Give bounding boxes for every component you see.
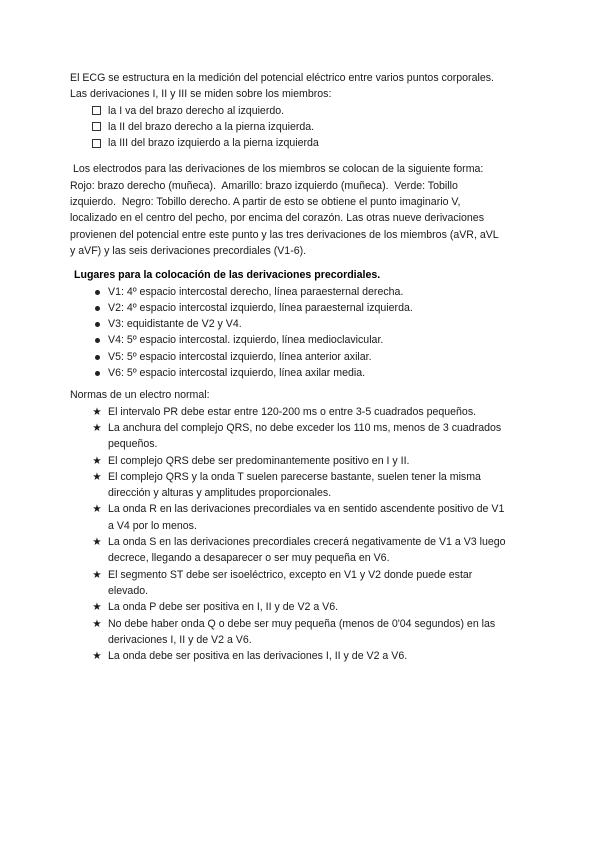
checkbox-icon[interactable] xyxy=(92,122,101,131)
bullet-icon xyxy=(95,290,100,295)
star-item xyxy=(70,534,540,567)
star-item xyxy=(70,567,540,600)
bullet-text: V1: 4º espacio intercostal derecho, línea paraesternal derecha. xyxy=(108,285,404,298)
star-item-text: El complejo QRS debe ser predominantemente positivo en I y II. xyxy=(108,454,410,467)
checklist-label: la I va del brazo derecho al izquierdo. xyxy=(108,104,285,117)
star-item-text: decrece, llegando a desaparecer o ser muy pequeña en V6. xyxy=(108,552,390,565)
paragraph-line: Rojo: brazo derecho (muñeca). Amarillo: brazo izquierdo (muñeca). Verde: Tobillo xyxy=(70,179,458,192)
electrodes-paragraph xyxy=(70,161,540,259)
bullet-text: V2: 4º espacio intercostal izquierdo, línea paraesternal izquierda. xyxy=(108,301,413,314)
star-item xyxy=(70,501,540,534)
checklist-label: la III del brazo izquierdo a la pierna izquierda xyxy=(108,137,319,150)
checklist-item[interactable] xyxy=(70,103,540,119)
star-item-text: La onda P debe ser positiva en I, II y de V2 a V6. xyxy=(108,601,339,614)
paragraph-line: localizado en el centro del pecho, por encima del corazón. Las otras nueve derivaciones xyxy=(70,212,484,225)
star-item-text: pequeños. xyxy=(108,438,158,451)
bullet-text: V4: 5º espacio intercostal. izquierdo, línea medioclavicular. xyxy=(108,334,384,347)
star-item-text: No debe haber onda Q o debe ser muy pequeña (menos de 0'04 segundos) en las xyxy=(108,617,496,630)
bullet-text: V5: 5º espacio intercostal izquierdo, línea anterior axilar. xyxy=(108,350,372,363)
star-icon: ★ xyxy=(92,503,102,516)
star-item-text: elevado. xyxy=(108,584,149,597)
checklist-item[interactable] xyxy=(70,119,540,135)
document-page xyxy=(70,70,540,664)
paragraph-line: provienen del potencial entre este punto y las tres derivaciones de los miembros (aVR, aVL xyxy=(70,228,499,241)
star-icon: ★ xyxy=(92,470,102,483)
star-item-text: El intervalo PR debe estar entre 120-200 ms o entre 3-5 cuadrados pequeños. xyxy=(108,405,477,418)
star-item xyxy=(70,599,540,615)
star-item xyxy=(70,404,540,420)
star-item xyxy=(70,616,540,649)
bullet-item xyxy=(70,316,540,332)
normas-section xyxy=(70,387,540,664)
star-item-text: derivaciones I, II y de V2 a V6. xyxy=(108,633,252,646)
checklist-label: la II del brazo derecho a la pierna izquierda. xyxy=(108,120,315,133)
star-icon: ★ xyxy=(92,568,102,581)
star-icon: ★ xyxy=(92,601,102,614)
bullet-item xyxy=(70,365,540,381)
lead-checklist xyxy=(70,103,540,152)
star-item xyxy=(70,420,540,453)
star-item-text: La anchura del complejo QRS, no debe exceder los 110 ms, menos de 3 cuadrados xyxy=(108,421,502,434)
paragraph-line: y aVF) y las seis derivaciones precordiales (V1-6). xyxy=(70,244,307,257)
intro-section xyxy=(70,70,540,151)
star-item-text: dirección y alturas y amplitudes proporcionales. xyxy=(108,487,332,500)
star-icon: ★ xyxy=(92,405,102,418)
star-item xyxy=(70,469,540,502)
bullet-icon xyxy=(95,322,100,327)
star-icon: ★ xyxy=(92,421,102,434)
normas-list xyxy=(70,404,540,665)
star-item-text: El segmento ST debe ser isoeléctrico, excepto en V1 y V2 donde puede estar xyxy=(108,568,473,581)
bullet-text: V6: 5º espacio intercostal izquierdo, línea axilar media. xyxy=(108,367,366,380)
star-item-text: La onda S en las derivaciones precordiales crecerá negativamente de V1 a V3 luego xyxy=(108,536,506,549)
star-item xyxy=(70,453,540,469)
bullet-icon xyxy=(95,306,100,311)
section-heading: Normas de un electro normal: xyxy=(70,389,210,402)
bullet-icon xyxy=(95,371,100,376)
star-item-text: La onda R en las derivaciones precordiales va en sentido ascendente positivo de V1 xyxy=(108,503,505,516)
checklist-item[interactable] xyxy=(70,135,540,151)
bullet-item xyxy=(70,332,540,348)
star-item-text: La onda debe ser positiva en las derivaciones I, II y de V2 a V6. xyxy=(108,650,408,663)
bullet-icon xyxy=(95,338,100,343)
precordial-section xyxy=(70,267,540,381)
paragraph-line: Las derivaciones I, II y III se miden sobre los miembros: xyxy=(70,88,332,101)
bullet-item xyxy=(70,284,540,300)
star-icon: ★ xyxy=(92,454,102,467)
bullet-item xyxy=(70,300,540,316)
star-item xyxy=(70,648,540,664)
bullet-text: V3: equidistante de V2 y V4. xyxy=(108,318,242,331)
bullet-icon xyxy=(95,355,100,360)
section-heading: Lugares para la colocación de las derivaciones precordiales. xyxy=(74,269,381,282)
star-icon: ★ xyxy=(92,536,102,549)
star-icon: ★ xyxy=(92,650,102,663)
star-item-text: El complejo QRS y la onda T suelen parecerse bastante, suelen tener la misma xyxy=(108,470,481,483)
checkbox-icon[interactable] xyxy=(92,139,101,148)
star-item-text: a V4 por lo menos. xyxy=(108,519,197,532)
star-icon: ★ xyxy=(92,617,102,630)
paragraph-line: El ECG se estructura en la medición del potencial eléctrico entre varios puntos corporales. xyxy=(70,72,494,84)
checkbox-icon[interactable] xyxy=(92,106,101,115)
paragraph-line: Los electrodos para las derivaciones de los miembros se colocan de la siguiente forma: xyxy=(70,163,484,176)
bullet-item xyxy=(70,349,540,365)
precordial-list xyxy=(70,284,540,382)
paragraph-line: izquierdo. Negro: Tobillo derecho. A partir de esto se obtiene el punto imaginario V, xyxy=(70,196,461,209)
